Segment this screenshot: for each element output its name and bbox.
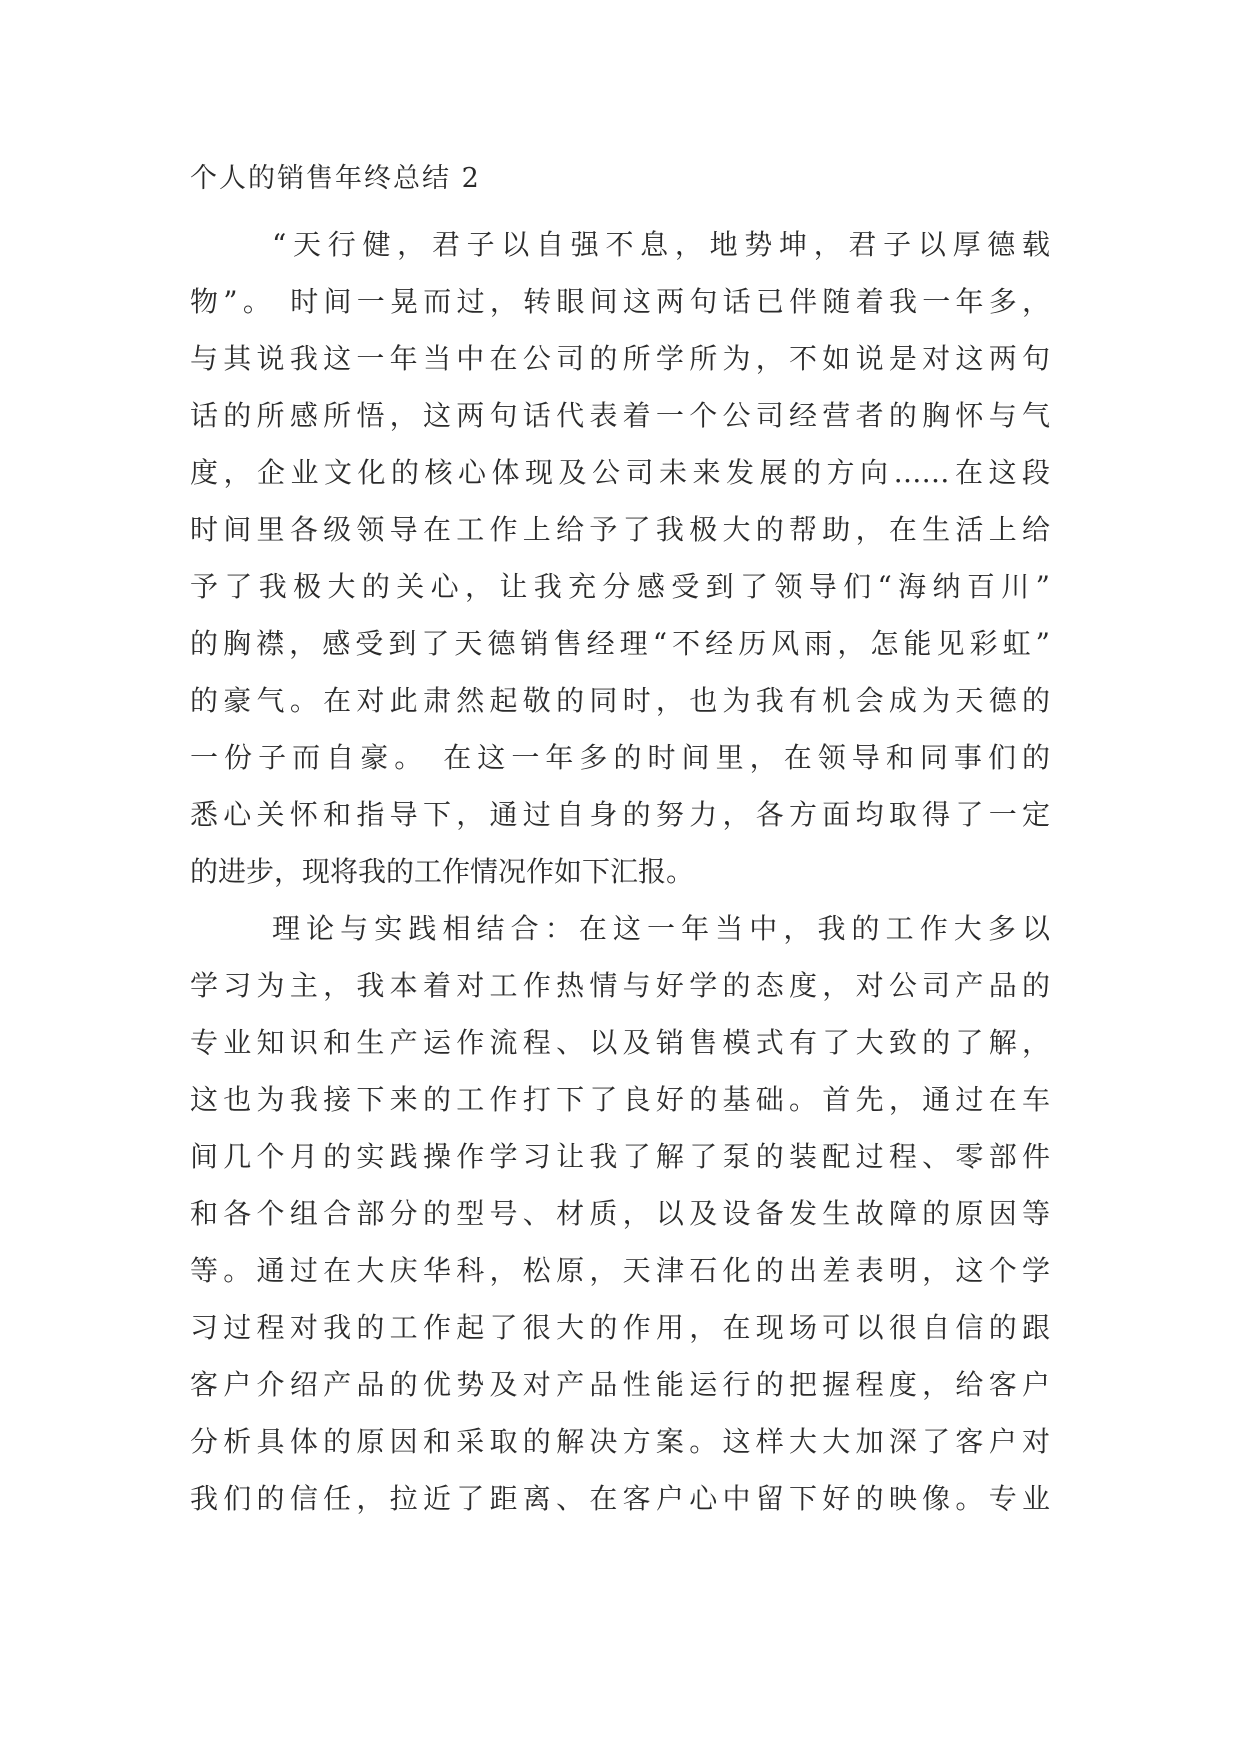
paragraph-line: 和各个组合部分的型号、材质，以及设备发生故障的原因等 [190, 1197, 1050, 1230]
paragraph-line: 的胸襟，感受到了天德销售经理“不经历风雨，怎能见彩虹” [190, 627, 1050, 660]
paragraph-line: 理论与实践相结合：在这一年当中，我的工作大多以 [272, 912, 1050, 945]
document-body [190, 162, 1050, 1527]
paragraph-line: 一份子而自豪。 在这一年多的时间里，在领导和同事们的 [190, 741, 1050, 774]
paragraph-line: 与其说我这一年当中在公司的所学所为，不如说是对这两句 [190, 342, 1050, 375]
paragraph-line: 话的所感所悟，这两句话代表着一个公司经营者的胸怀与气 [190, 399, 1050, 432]
paragraph-line: 时间里各级领导在工作上给予了我极大的帮助，在生活上给 [190, 513, 1050, 546]
paragraph-line: 悉心关怀和指导下，通过自身的努力，各方面均取得了一定 [190, 798, 1050, 831]
paragraph-line: 间几个月的实践操作学习让我了解了泵的装配过程、零部件 [190, 1140, 1050, 1173]
paragraph-line: “天行健，君子以自强不息，地势坤，君子以厚德载 [272, 228, 1050, 261]
paragraph-line: 学习为主，我本着对工作热情与好学的态度，对公司产品的 [190, 969, 1050, 1002]
document-title: 个人的销售年终总结 2 [190, 163, 481, 194]
paragraph-line: 分析具体的原因和采取的解决方案。这样大大加深了客户对 [190, 1425, 1050, 1458]
paragraph-line: 的豪气。在对此肃然起敬的同时，也为我有机会成为天德的 [190, 684, 1050, 717]
paragraph-line: 这也为我接下来的工作打下了良好的基础。首先，通过在车 [190, 1083, 1050, 1116]
paragraph-line: 专业知识和生产运作流程、以及销售模式有了大致的了解， [190, 1026, 1050, 1059]
paragraph-line: 习过程对我的工作起了很大的作用，在现场可以很自信的跟 [190, 1311, 1050, 1344]
paragraph-line: 等。通过在大庆华科，松原，天津石化的出差表明，这个学 [190, 1254, 1050, 1287]
paragraph-line: 度，企业文化的核心体现及公司未来发展的方向……在这段 [190, 456, 1050, 489]
paragraph-line: 予了我极大的关心，让我充分感受到了领导们“海纳百川” [190, 570, 1050, 603]
paragraph-line: 物”。 时间一晃而过，转眼间这两句话已伴随着我一年多， [190, 285, 1050, 318]
paragraph-line: 客户介绍产品的优势及对产品性能运行的把握程度，给客户 [190, 1368, 1050, 1401]
paragraph-line: 我们的信任，拉近了距离、在客户心中留下好的映像。专业 [190, 1482, 1050, 1515]
paragraph-line: 的进步，现将我的工作情况作如下汇报。 [190, 855, 695, 888]
